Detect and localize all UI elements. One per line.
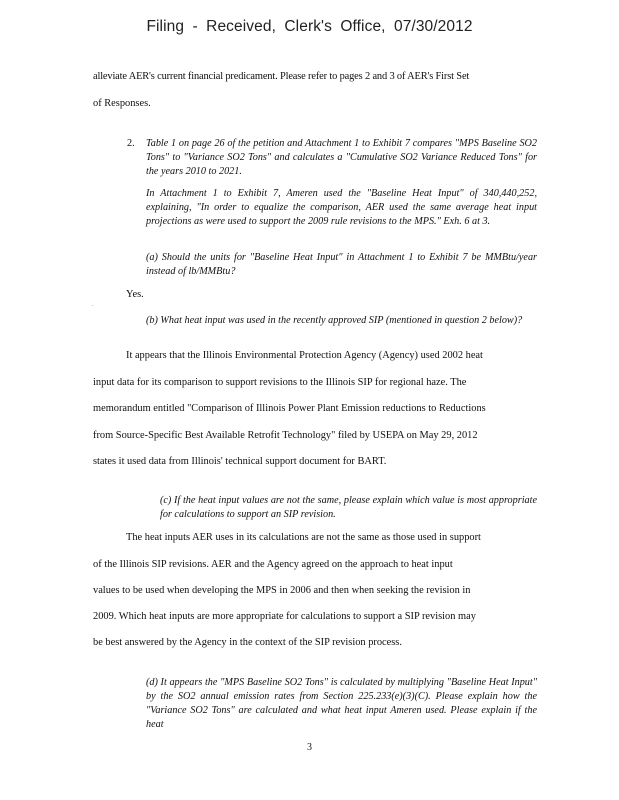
question-2a: (a) Should the units for "Baseline Heat Input" in Attachment 1 to Exhibit 7 be MMBtu/year instead of lb/MMBtu?: [146, 252, 537, 277]
question-2c: (c) If the heat input values are not the same, please explain which value is most appropriate for calculations to support an SIP revision.: [160, 495, 537, 520]
margin-mark: .: [92, 302, 94, 308]
question-2-context: In Attachment 1 to Exhibit 7, Ameren used the "Baseline Heat Input" of 340,440,252, explaining, "In order to equalize the comparison, AER used the same average heat input projections as were used to support the 2009 rule revisions to the MPS." Exh. 6 at 3.: [146, 188, 537, 227]
answer-2b-line-4: from Source-Specific Best Available Retrofit Technology" filed by USEPA on May 29, 2012: [93, 430, 478, 441]
answer-2b-line-1: It appears that the Illinois Environmental Protection Agency (Agency) used 2002 heat: [126, 350, 483, 361]
question-2: [127, 137, 537, 179]
answer-2b-line-3: memorandum entitled "Comparison of Illinois Power Plant Emission reductions to Reductions: [93, 403, 486, 414]
page-number: 3: [307, 742, 312, 753]
question-2-text: Table 1 on page 26 of the petition and Attachment 1 to Exhibit 7 compares "MPS Baseline SO2 Tons" to "Variance SO2 Tons" and calculates a "Cumulative SO2 Variance Reduced Tons" for the years 2010 to 2021.: [146, 138, 537, 177]
answer-2b-line-2: input data for its comparison to support revisions to the Illinois SIP for regional haze. The: [93, 377, 467, 388]
answer-2c-line-3: values to be used when developing the MPS in 2006 and then when seeking the revision in: [93, 585, 471, 596]
answer-2c-line-2: of the Illinois SIP revisions. AER and the Agency agreed on the approach to heat input: [93, 559, 453, 570]
answer-2c-line-4: 2009. Which heat inputs are more appropriate for calculations to support a SIP revision may: [93, 611, 476, 622]
answer-2a: Yes.: [126, 289, 144, 300]
answer-2b-line-5: states it used data from Illinois' technical support document for BART.: [93, 456, 387, 467]
intro-line-1: alleviate AER's current financial predicament. Please refer to pages 2 and 3 of AER's First Set: [93, 71, 470, 82]
answer-2c-line-1: The heat inputs AER uses in its calculations are not the same as those used in support: [126, 532, 481, 543]
filing-stamp-header: Filing - Received, Clerk's Office, 07/30/2012: [146, 18, 473, 35]
question-2b: (b) What heat input was used in the recently approved SIP (mentioned in question 2 below)?: [146, 315, 523, 326]
question-2d: (d) It appears the "MPS Baseline SO2 Tons" is calculated by multiplying "Baseline Heat Input" by the SO2 annual emission rates from Section 225.233(e)(3)(C). Please explain how the "Variance SO2 Tons" are calculated and what heat input Ameren used. Please explain if the heat: [146, 677, 537, 730]
intro-line-2: of Responses.: [93, 98, 151, 109]
answer-2c-line-5: be best answered by the Agency in the context of the SIP revision process.: [93, 637, 402, 648]
question-2-number: 2.: [127, 138, 135, 149]
